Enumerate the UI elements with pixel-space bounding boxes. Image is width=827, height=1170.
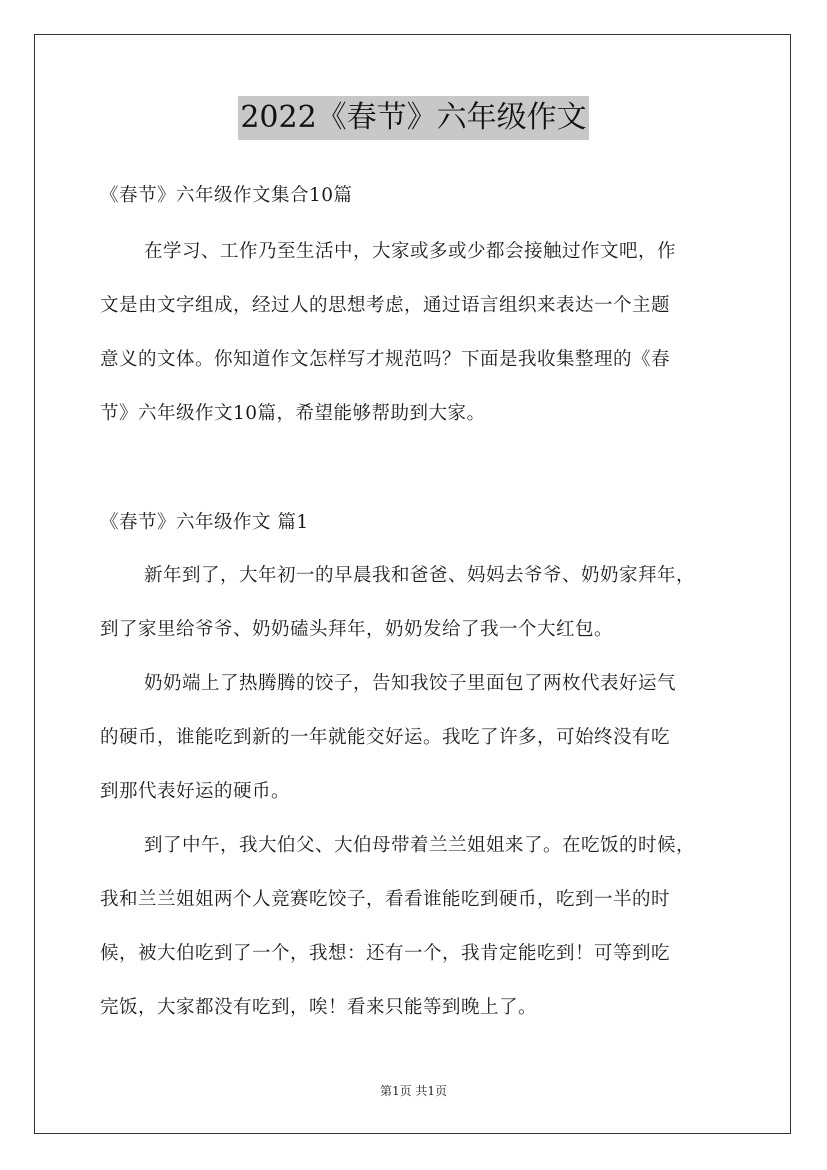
intro-line-4: 节》六年级作文10篇，希望能够帮助到大家。 [100,403,486,424]
page-footer: 第1页 共1页 [379,1084,448,1098]
paragraph-line: 新年到了，大年初一的早晨我和爸爸、妈妈去爷爷、奶奶家拜年， [144,565,696,586]
paragraph-line: 到了家里给爷爷、奶奶磕头拜年，奶奶发给了我一个大红包。 [100,619,614,640]
paragraph-line: 的硬币，谁能吃到新的一年就能交好运。我吃了许多，可始终没有吃 [100,727,671,748]
document-title: 2022《春节》六年级作文 [238,96,588,140]
subtitle: 《春节》六年级作文集合10篇 [100,185,353,206]
title-container [0,96,827,140]
intro-line-1: 在学习、工作乃至生活中，大家或多或少都会接触过作文吧，作 [144,241,677,262]
section-heading: 《春节》六年级作文 篇1 [100,512,309,533]
intro-line-2: 文是由文字组成，经过人的思想考虑，通过语言组织来表达一个主题 [100,295,671,316]
paragraph-line: 我和兰兰姐姐两个人竞赛吃饺子，看看谁能吃到硬币，吃到一半的时 [100,889,671,910]
intro-line-3: 意义的文体。你知道作文怎样写才规范吗？下面是我收集整理的《春 [100,349,671,370]
paragraph-line: 到了中午，我大伯父、大伯母带着兰兰姐姐来了。在吃饭的时候， [144,835,696,856]
paragraph-line: 完饭，大家都没有吃到，唉！看来只能等到晚上了。 [100,997,538,1018]
paragraph-line: 奶奶端上了热腾腾的饺子，告知我饺子里面包了两枚代表好运气 [144,673,677,694]
paragraph-line: 到那代表好运的硬币。 [100,781,291,802]
paragraph-line: 候，被大伯吃到了一个，我想：还有一个，我肯定能吃到！可等到吃 [100,943,671,964]
